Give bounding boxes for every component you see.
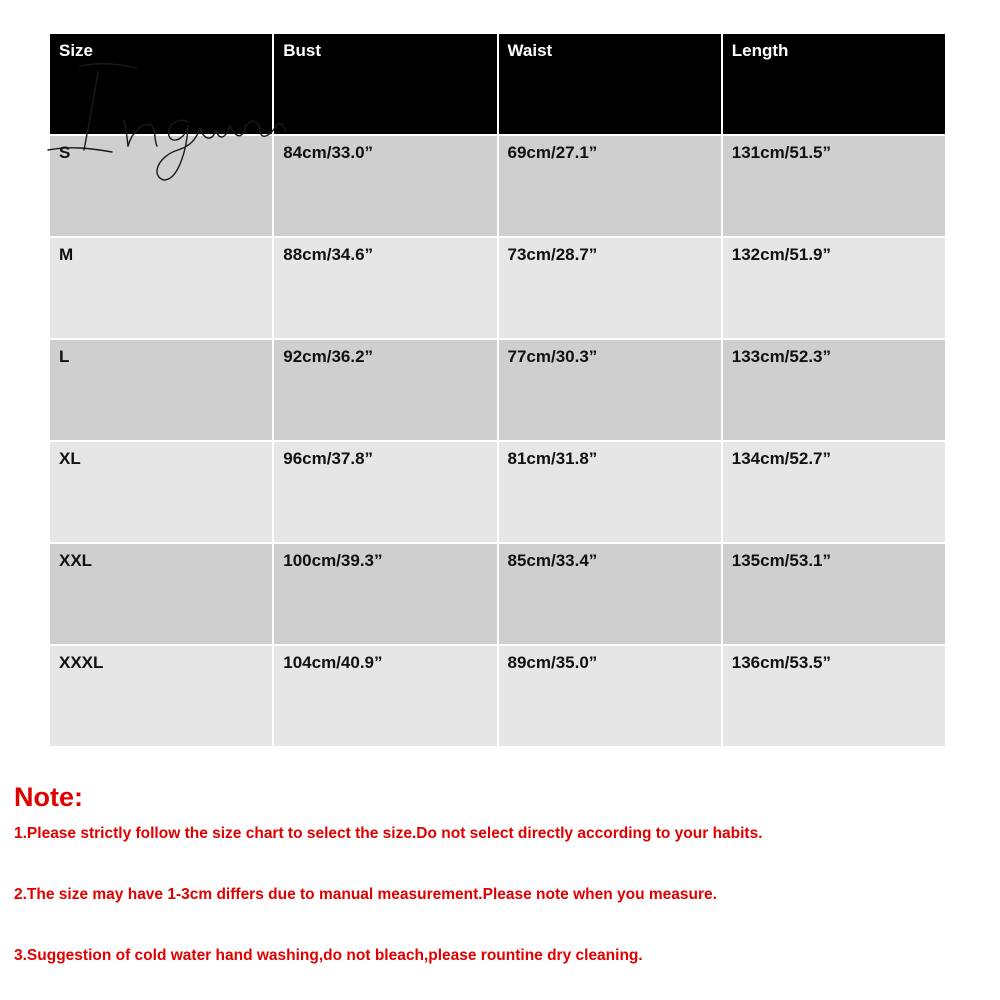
note-line-2: 2.The size may have 1-3cm differs due to manual measurement.Please note when you measure. — [14, 886, 717, 903]
note-line-3: 3.Suggestion of cold water hand washing,do not bleach,please rountine dry cleaning. — [14, 947, 643, 964]
size-cell: S — [50, 136, 272, 236]
bust-cell: 84cm/33.0” — [274, 136, 496, 236]
header-length: Length — [723, 34, 945, 134]
table-row — [50, 646, 945, 746]
table-header-row — [50, 34, 945, 134]
length-cell: 132cm/51.9” — [723, 238, 945, 338]
waist-cell: 81cm/31.8” — [499, 442, 721, 542]
length-cell: 133cm/52.3” — [723, 340, 945, 440]
size-cell: XXXL — [50, 646, 272, 746]
waist-cell: 77cm/30.3” — [499, 340, 721, 440]
size-cell: XL — [50, 442, 272, 542]
length-cell: 135cm/53.1” — [723, 544, 945, 644]
bust-cell: 104cm/40.9” — [274, 646, 496, 746]
table-row — [50, 340, 945, 440]
size-cell: XXL — [50, 544, 272, 644]
table-row — [50, 238, 945, 338]
table-row — [50, 136, 945, 236]
waist-cell: 85cm/33.4” — [499, 544, 721, 644]
note-title: Note: — [14, 782, 83, 812]
length-cell: 131cm/51.5” — [723, 136, 945, 236]
header-size: Size — [50, 34, 272, 134]
table-row — [50, 442, 945, 542]
header-waist: Waist — [499, 34, 721, 134]
length-cell: 136cm/53.5” — [723, 646, 945, 746]
bust-cell: 88cm/34.6” — [274, 238, 496, 338]
size-chart-table — [48, 32, 947, 748]
waist-cell: 73cm/28.7” — [499, 238, 721, 338]
bust-cell: 100cm/39.3” — [274, 544, 496, 644]
table-row — [50, 544, 945, 644]
size-cell: L — [50, 340, 272, 440]
header-bust: Bust — [274, 34, 496, 134]
length-cell: 134cm/52.7” — [723, 442, 945, 542]
waist-cell: 89cm/35.0” — [499, 646, 721, 746]
notes-section — [14, 782, 994, 965]
bust-cell: 92cm/36.2” — [274, 340, 496, 440]
note-line-1: 1.Please strictly follow the size chart to select the size.Do not select directly according to your habits. — [14, 825, 763, 842]
bust-cell: 96cm/37.8” — [274, 442, 496, 542]
size-cell: M — [50, 238, 272, 338]
waist-cell: 69cm/27.1” — [499, 136, 721, 236]
